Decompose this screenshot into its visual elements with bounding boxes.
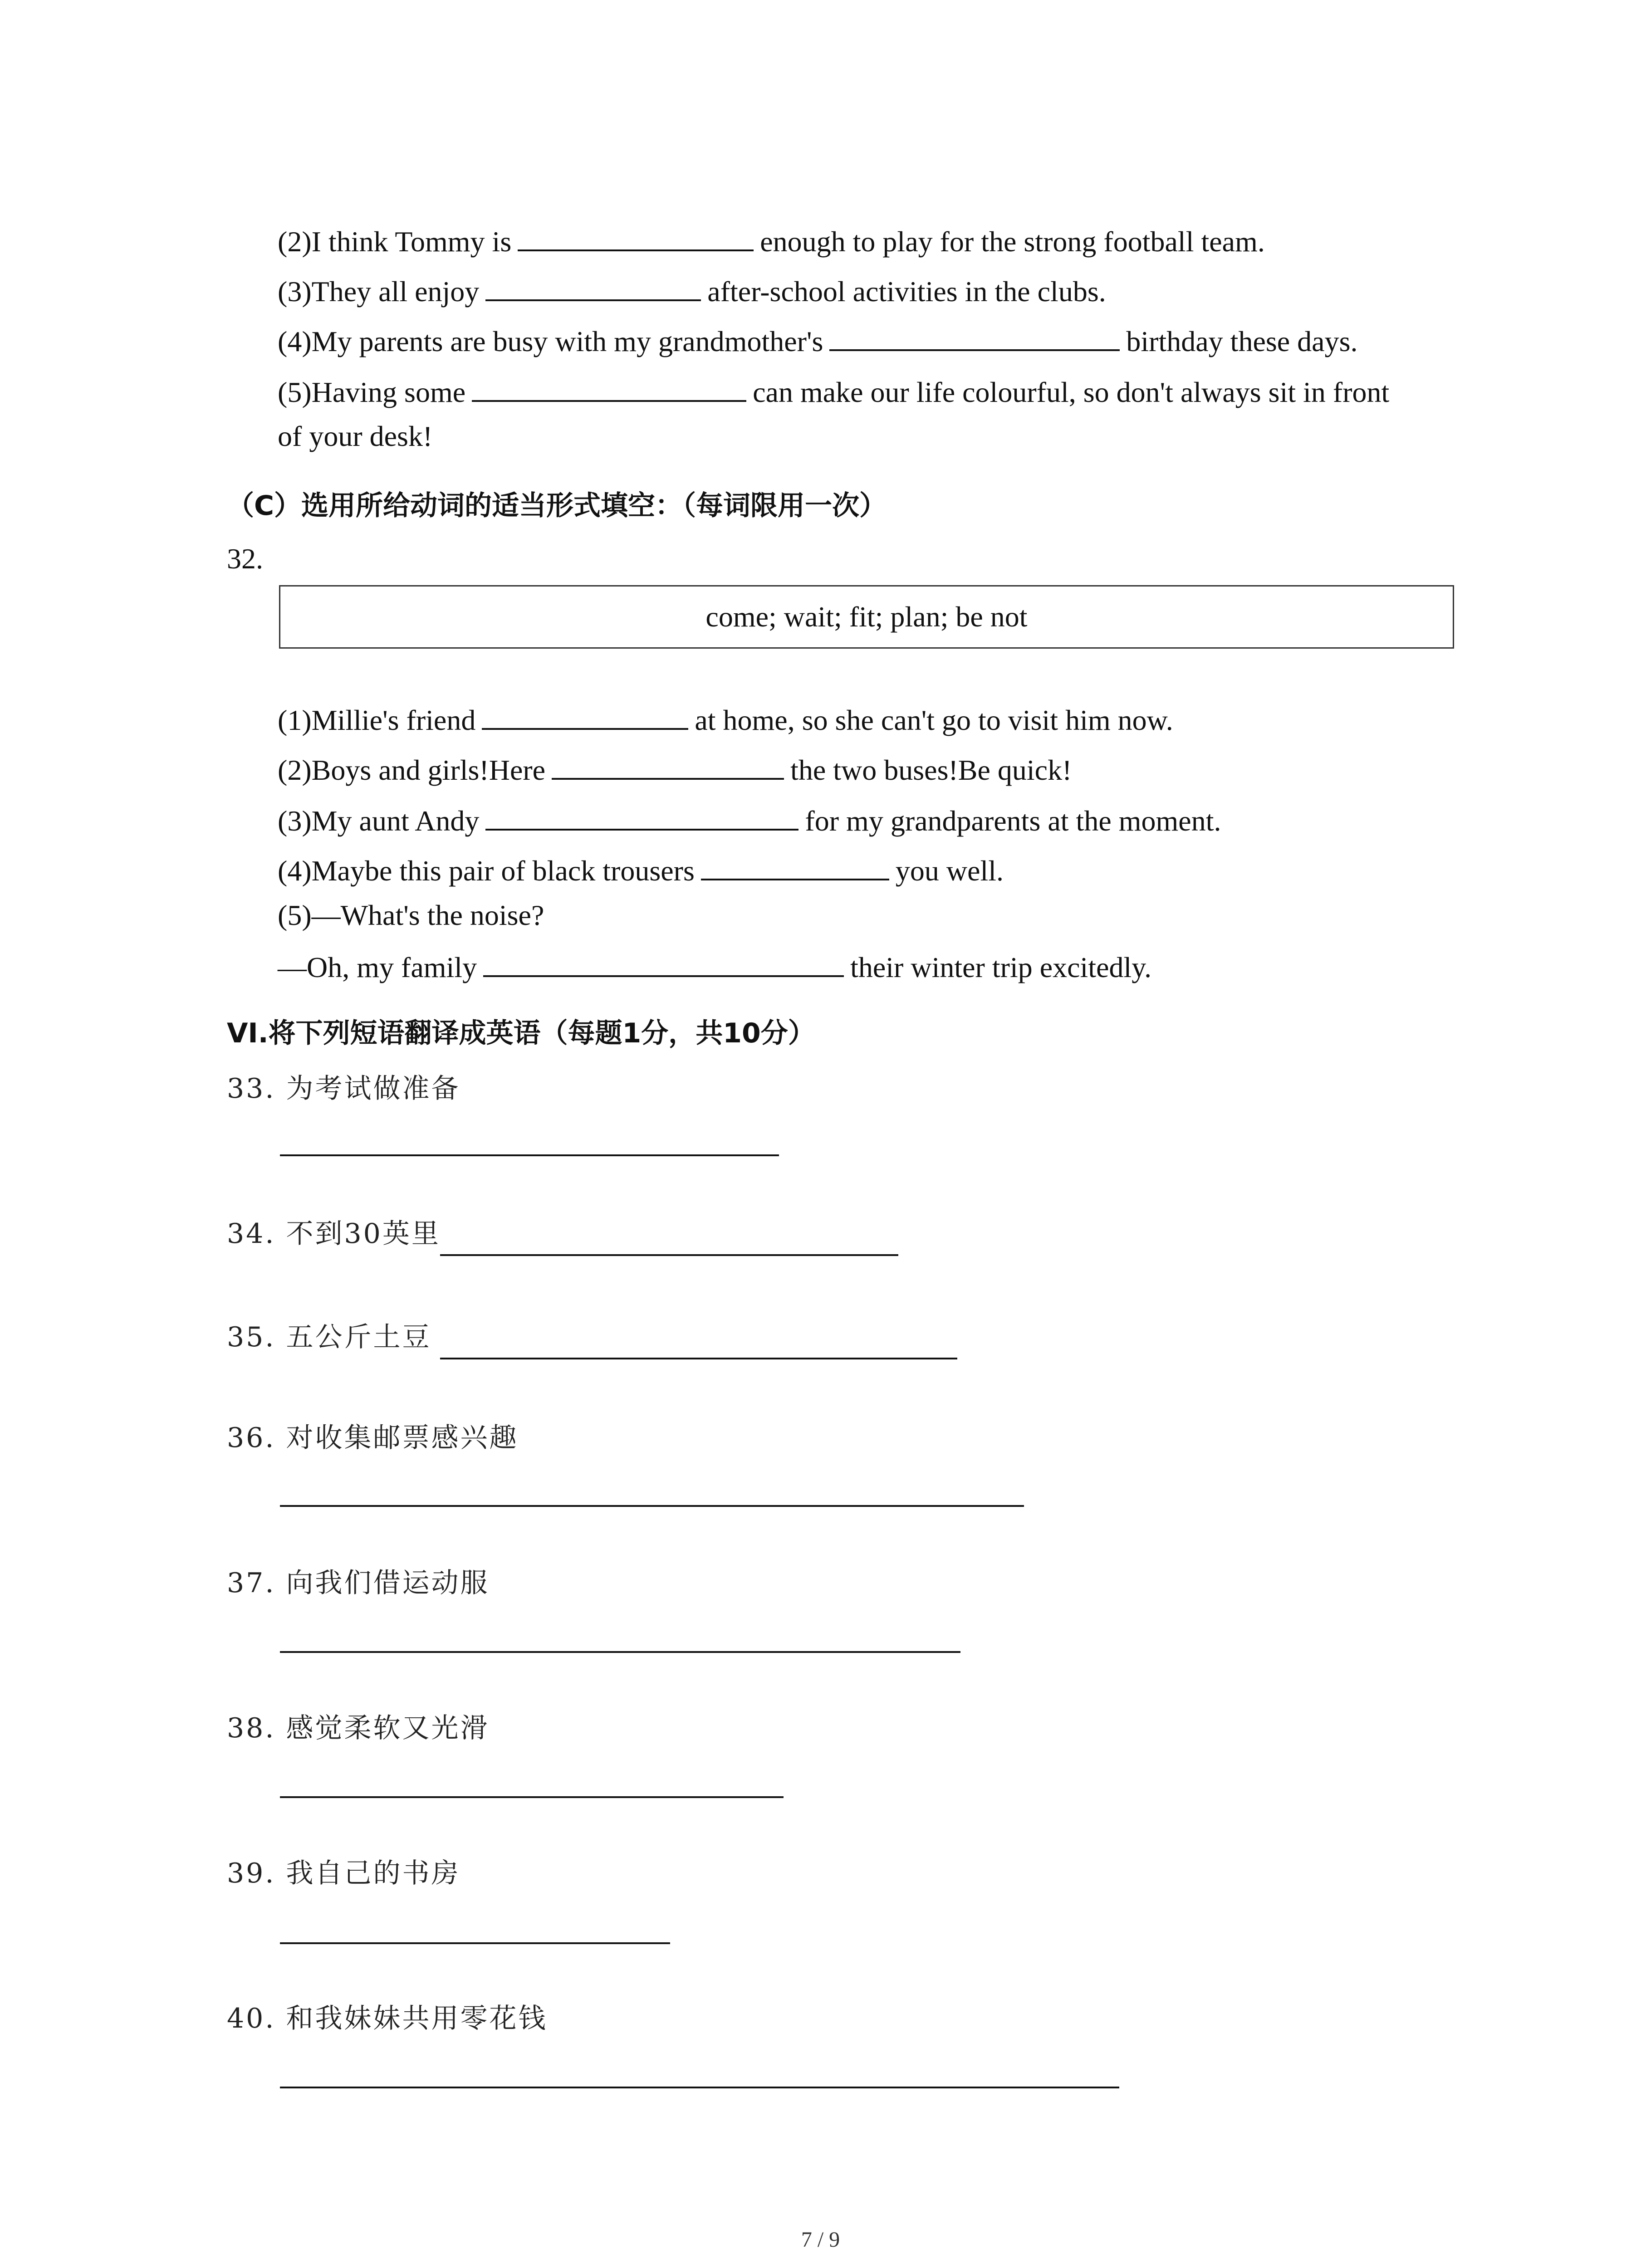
item-c5-prompt: (5)—What's the noise? xyxy=(278,899,544,931)
question-text: 为考试做准备 xyxy=(286,1073,460,1105)
answer-line-37[interactable] xyxy=(280,1651,960,1653)
item-b5-after: can make our life colourful, so don't always sit in front xyxy=(753,376,1390,408)
item-c1-before: (1)Millie's friend xyxy=(278,704,476,736)
item-c5-before: —Oh, my family xyxy=(278,951,477,983)
answer-blank[interactable] xyxy=(485,272,701,301)
answer-blank[interactable] xyxy=(485,802,798,831)
item-c5-after: their winter trip excitedly. xyxy=(850,951,1152,983)
question-number: 35. xyxy=(227,1321,276,1353)
question-text: 五公斤土豆 xyxy=(286,1321,431,1353)
item-b3-after: after-school activities in the clubs. xyxy=(707,275,1106,308)
answer-blank[interactable] xyxy=(552,751,784,780)
item-c2-before: (2)Boys and girls!Here xyxy=(278,754,546,786)
answer-line-34[interactable] xyxy=(440,1254,898,1256)
question-number: 36. xyxy=(227,1422,276,1454)
item-b5-continuation: of your desk! xyxy=(278,420,433,452)
answer-line-35[interactable] xyxy=(440,1358,957,1359)
question-35 xyxy=(227,1319,431,1355)
answer-blank[interactable] xyxy=(701,851,889,880)
question-text: 不到30英里 xyxy=(286,1218,441,1250)
item-b2-before: (2)I think Tommy is xyxy=(278,225,512,258)
section-vi-heading: VI.将下列短语翻译成英语（每题1分，共10分） xyxy=(227,1017,815,1049)
question-33 xyxy=(227,1070,460,1107)
item-c2-after: the two buses!Be quick! xyxy=(790,754,1072,786)
answer-blank[interactable] xyxy=(829,322,1120,351)
question-text: 感觉柔软又光滑 xyxy=(286,1712,490,1744)
item-c5 xyxy=(278,948,1151,986)
item-c1 xyxy=(278,701,1173,738)
item-c1-after: at home, so she can't go to visit him now. xyxy=(695,704,1173,736)
question-text: 向我们借运动服 xyxy=(286,1567,490,1599)
item-c4-before: (4)Maybe this pair of black trousers xyxy=(278,855,695,887)
question-40 xyxy=(227,2000,548,2037)
question-number: 37. xyxy=(227,1567,276,1599)
item-c2 xyxy=(278,751,1072,788)
question-text: 对收集邮票感兴趣 xyxy=(286,1422,519,1454)
answer-blank[interactable] xyxy=(472,373,746,402)
answer-blank[interactable] xyxy=(518,222,754,251)
question-39 xyxy=(227,1855,460,1892)
answer-line-38[interactable] xyxy=(280,1796,784,1798)
section-c-heading: （C）选用所给动词的适当形式填空：（每词限用一次） xyxy=(227,490,887,522)
question-text: 和我妹妹共用零花钱 xyxy=(286,2003,548,2034)
question-32-number: 32. xyxy=(227,543,263,575)
item-b4-before: (4)My parents are busy with my grandmother's xyxy=(278,325,823,357)
item-b2-after: enough to play for the strong football team. xyxy=(760,225,1265,258)
question-number: 34. xyxy=(227,1218,276,1250)
answer-blank[interactable] xyxy=(483,948,844,977)
item-b3-before: (3)They all enjoy xyxy=(278,275,480,308)
answer-line-33[interactable] xyxy=(280,1154,779,1156)
answer-line-40[interactable] xyxy=(280,2087,1119,2088)
question-number: 40. xyxy=(227,2003,276,2034)
item-b4 xyxy=(278,322,1357,360)
question-text: 我自己的书房 xyxy=(286,1857,460,1889)
answer-blank[interactable] xyxy=(482,701,688,730)
item-c4-after: you well. xyxy=(895,855,1004,887)
word-box-text: come; wait; fit; plan; be not xyxy=(705,601,1028,633)
question-34 xyxy=(227,1216,441,1252)
question-number: 39. xyxy=(227,1857,276,1889)
item-b4-after: birthday these days. xyxy=(1126,325,1358,357)
answer-line-39[interactable] xyxy=(280,1942,670,1944)
item-c4 xyxy=(278,851,1004,889)
question-number: 33. xyxy=(227,1073,276,1105)
item-b5-before: (5)Having some xyxy=(278,376,466,408)
item-b3 xyxy=(278,272,1106,310)
question-38 xyxy=(227,1710,490,1746)
item-c3-before: (3)My aunt Andy xyxy=(278,805,480,837)
item-c3-after: for my grandparents at the moment. xyxy=(805,805,1221,837)
word-box xyxy=(279,585,1454,649)
answer-line-36[interactable] xyxy=(280,1505,1024,1507)
question-36 xyxy=(227,1420,519,1456)
item-b5 xyxy=(278,373,1389,411)
question-number: 38. xyxy=(227,1712,276,1744)
item-b2 xyxy=(278,222,1265,260)
page-number: 7 / 9 xyxy=(801,2228,840,2252)
question-37 xyxy=(227,1565,490,1601)
item-c3 xyxy=(278,802,1221,839)
